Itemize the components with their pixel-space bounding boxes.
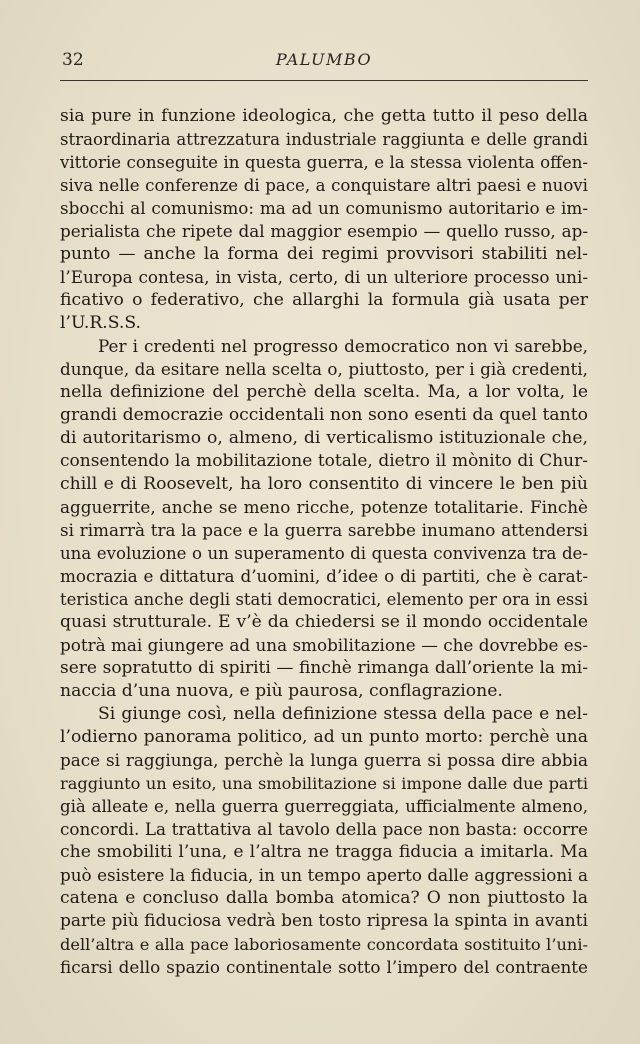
text-line: straordinaria attrezzatura industriale raggiunta e delle grandi bbox=[60, 130, 588, 149]
text-line: già alleate e, nella guerra guerreggiata, ufficialmente almeno, bbox=[60, 797, 588, 816]
text-line: si rimarrà tra la pace e la guerra sarebbe inumano attendersi bbox=[60, 520, 588, 540]
text-line: una evoluzione o un superamento di questa convivenza tra de- bbox=[60, 544, 588, 563]
text-line: di autoritarismo o, almeno, di verticalismo istituzionale che, bbox=[60, 428, 588, 448]
text-line: chill e di Roosevelt, ha loro consentito di vincere le ben più bbox=[60, 474, 588, 494]
text-line: siva nelle conferenze di pace, a conquistare altri paesi e nuovi bbox=[60, 176, 588, 195]
text-line: ficativo o federativo, che allarghi la formula già usata per bbox=[60, 290, 588, 310]
text-line: ficarsi dello spazio continentale sotto l’impero del contraente bbox=[60, 957, 588, 977]
text-line: sbocchi al comunismo: ma ad un comunismo autoritario e im- bbox=[60, 198, 588, 218]
text-line: vittorie conseguite in questa guerra, e la stessa violenta offen- bbox=[60, 153, 588, 172]
header-rule bbox=[60, 80, 588, 81]
text-line: agguerrite, anche se meno ricche, potenze totalitarie. Finchè bbox=[60, 497, 588, 517]
paragraph-end-line: naccia d’una nuova, e più paurosa, conflagrazione. bbox=[60, 681, 503, 701]
text-line: quasi strutturale. E v’è da chiedersi se il mondo occidentale bbox=[60, 612, 588, 632]
page-number: 32 bbox=[62, 50, 84, 70]
text-line: concordi. La trattativa al tavolo della pace non basta: occorre bbox=[60, 819, 588, 839]
text-line: sia pure in funzione ideologica, che getta tutto il peso della bbox=[60, 106, 588, 126]
text-line: nella definizione del perchè della scelta. Ma, a lor volta, le bbox=[60, 382, 588, 402]
text-line: punto — anche la forma dei regimi provvisori stabiliti nel- bbox=[60, 244, 588, 264]
text-line: raggiunto un esito, una smobilitazione si impone dalle due parti bbox=[60, 774, 588, 793]
text-line: grandi democrazie occidentali non sono esenti da quel tanto bbox=[60, 405, 588, 425]
text-line: catena e concluso dalla bomba atomica? O non piuttosto la bbox=[60, 888, 588, 908]
text-line: l’odierno panorama politico, ad un punto morto: perchè una bbox=[60, 727, 588, 747]
text-line: dell’altra e alla pace laboriosamente concordata sostituito l’uni- bbox=[60, 935, 588, 954]
text-line: mocrazia e dittatura d’uomini, d’idee o di partiti, che è carat- bbox=[60, 566, 588, 586]
text-line: teristica anche degli stati democratici, elemento per ora in essi bbox=[60, 590, 588, 609]
paragraph-start-line: Per i credenti nel progresso democratico non vi sarebbe, bbox=[98, 336, 588, 356]
paragraph-end-line: l’U.R.S.S. bbox=[60, 313, 141, 333]
text-line: può esistere la fiducia, in un tempo aperto dalle aggressioni a bbox=[60, 865, 588, 885]
text-line: perialista che ripete dal maggior esempio — quello russo, ap- bbox=[60, 221, 588, 241]
body-text bbox=[60, 105, 588, 979]
running-head bbox=[62, 48, 586, 74]
text-line: dunque, da esitare nella scelta o, piuttosto, per i già credenti, bbox=[60, 359, 588, 379]
text-line: parte più fiduciosa vedrà ben tosto ripresa la spinta in avanti bbox=[60, 911, 588, 931]
text-line: sere sopratutto di spiriti — finchè rimanga dall’oriente la mi- bbox=[60, 658, 588, 678]
paragraph-start-line: Si giunge così, nella definizione stessa della pace e nel- bbox=[98, 704, 588, 724]
running-head-title: PALUMBO bbox=[275, 50, 373, 69]
text-line: che smobiliti l’una, e l’altra ne tragga fiducia a imitarla. Ma bbox=[60, 842, 588, 862]
text-line: pace si raggiunga, perchè la lunga guerra si possa dire abbia bbox=[60, 750, 588, 770]
text-line: l’Europa contesa, in vista, certo, di un ulteriore processo uni- bbox=[60, 267, 588, 287]
text-line: consentendo la mobilitazione totale, dietro il mònito di Chur- bbox=[60, 451, 588, 471]
text-line: potrà mai giungere ad una smobilitazione — che dovrebbe es- bbox=[60, 635, 588, 655]
